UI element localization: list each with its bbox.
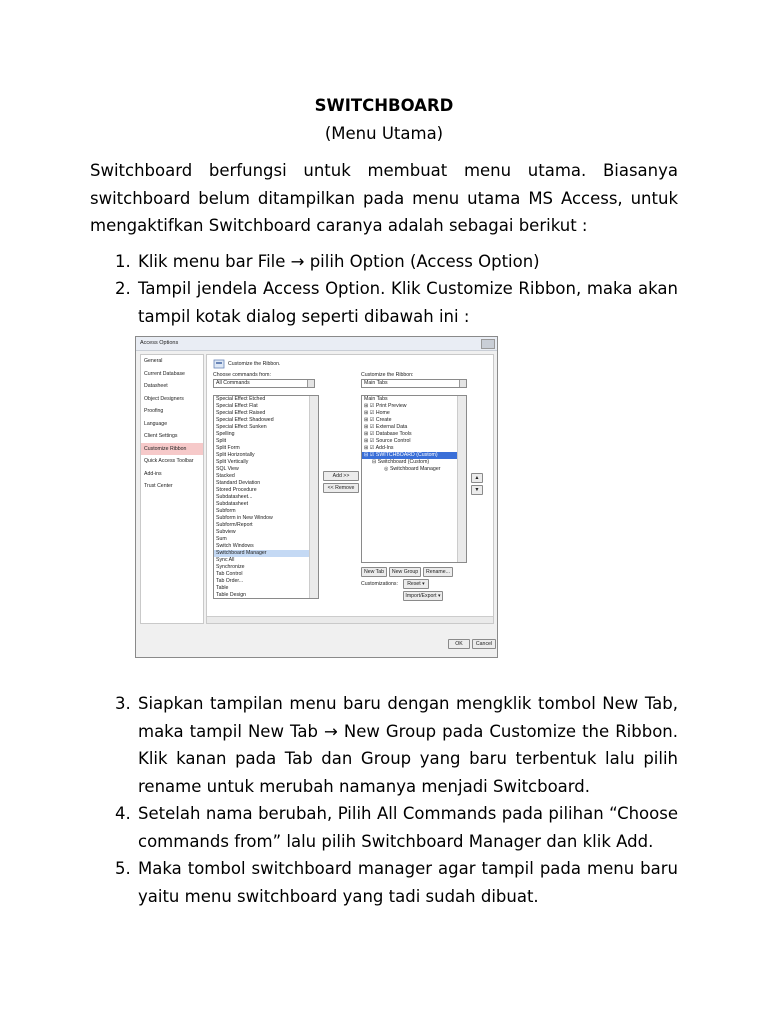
nav-item[interactable]: Add-ins — [144, 470, 162, 477]
nav-item[interactable]: Object Designers — [144, 395, 184, 402]
nav-item[interactable]: Current Database — [144, 370, 185, 377]
steps-list — [90, 248, 678, 331]
list-item: 3. Siapkan tampilan menu baru dengan mengklik tombol New Tab, maka tampil New Tab → New Group pada Customize the Ribbon. Klik kanan pada Tab dan Group yang baru terbentuk lalu pilih rename untuk merubah namanya menjadi Switcboard. — [136, 690, 678, 800]
new-tab-button[interactable]: New Tab — [361, 567, 387, 577]
tree-item[interactable]: ⊞ ☑ External Data — [364, 424, 408, 430]
list-item[interactable]: Table Design — [216, 592, 246, 598]
list-item-switchboard-manager[interactable]: Switchboard Manager — [214, 550, 318, 557]
panel-horizontal-scrollbar[interactable] — [207, 616, 493, 623]
list-item[interactable]: Special Effect Raised — [216, 410, 266, 416]
dialog-title: Access Options — [140, 340, 179, 346]
tree-item-label: Add-Ins — [375, 445, 394, 451]
list-item[interactable]: Switch Windows — [216, 543, 254, 549]
list-item[interactable]: Subview — [216, 529, 236, 535]
tree-item-label: Home — [375, 410, 390, 416]
tree-item-label: Database Tools — [375, 431, 412, 437]
page-subtitle: (Menu Utama) — [324, 123, 444, 143]
close-icon[interactable] — [481, 339, 495, 349]
tree-item-group[interactable]: ⊟ Switchboard (Custom) — [372, 459, 430, 465]
tree-item-command[interactable]: ◎ Switchboard Manager — [384, 466, 441, 472]
move-down-button[interactable]: ▼ — [471, 485, 483, 495]
nav-item[interactable]: Proofing — [144, 408, 164, 414]
list-item[interactable]: Tab Order... — [216, 578, 244, 584]
nav-item[interactable]: Language — [144, 420, 168, 427]
commands-list[interactable] — [213, 395, 319, 599]
list-item: 5. Maka tombol switchboard manager agar tampil pada menu baru yaitu menu switchboard yang tadi sudah dibuat. — [136, 855, 678, 910]
customizations-label: Customizations: — [361, 581, 398, 587]
ribbon-tabs-tree[interactable] — [361, 395, 467, 563]
document — [90, 92, 678, 910]
list-item[interactable]: Stored Procedure — [216, 487, 257, 493]
tree-header: Main Tabs — [364, 396, 388, 402]
move-up-button[interactable]: ▲ — [471, 473, 483, 483]
list-item[interactable]: Table — [216, 585, 229, 591]
tree-item-label: Switchboard (Custom) — [377, 459, 430, 465]
list-item[interactable]: Synchronize — [216, 564, 245, 570]
list-item[interactable]: Subform/Report — [216, 522, 253, 528]
tree-item[interactable]: ⊞ ☑ Create — [364, 417, 392, 423]
reset-button[interactable]: Reset ▾ — [403, 579, 429, 589]
list-item[interactable]: Special Effect Shadowed — [216, 417, 274, 423]
list-item[interactable]: Standard Deviation — [216, 480, 261, 486]
tree-scrollbar[interactable] — [457, 396, 466, 562]
choose-commands-select[interactable]: All Commands — [213, 379, 315, 388]
nav-item-customize-ribbon[interactable]: Customize Ribbon — [141, 443, 203, 456]
ok-button[interactable]: OK — [448, 639, 470, 649]
list-item[interactable]: Sync All — [216, 557, 235, 563]
new-group-button[interactable]: New Group — [389, 567, 421, 577]
nav-item[interactable]: General — [144, 358, 163, 364]
add-button[interactable]: Add >> — [323, 471, 359, 481]
choose-label: Choose commands from: — [213, 372, 271, 378]
commands-scrollbar[interactable] — [309, 396, 318, 598]
list-item[interactable]: Special Effect Flat — [216, 403, 258, 409]
list-item: 1. Klik menu bar File → pilih Option (Access Option) — [136, 248, 678, 276]
list-item: 4. Setelah nama berubah, Pilih All Commands pada pilihan “Choose commands from” lalu pilih Switchboard Manager dan klik Add. — [136, 800, 678, 855]
import-export-button[interactable]: Import/Export ▾ — [403, 591, 443, 601]
rename-button[interactable]: Rename... — [423, 567, 453, 577]
list-item[interactable]: Split Form — [216, 445, 240, 451]
list-item[interactable]: Sum — [216, 536, 227, 542]
list-item[interactable]: Split Vertically — [216, 459, 249, 465]
dialog-footer — [136, 633, 497, 653]
options-nav — [140, 354, 204, 624]
list-item[interactable]: Subform in New Window — [216, 515, 273, 521]
customize-ribbon-panel — [206, 354, 494, 624]
nav-item[interactable]: Client Settings — [144, 433, 178, 439]
ribbon-tabs-select[interactable]: Main Tabs — [361, 379, 467, 388]
tree-item[interactable]: ⊞ ☑ Print Preview — [364, 403, 407, 409]
screenshot-container — [90, 336, 678, 676]
nav-item[interactable]: Quick Access Toolbar — [144, 458, 194, 464]
remove-button[interactable]: << Remove — [323, 483, 359, 493]
tree-item[interactable]: ⊞ ☑ Home — [364, 410, 390, 416]
nav-item[interactable]: Datasheet — [144, 383, 168, 389]
nav-item[interactable]: Trust Center — [144, 483, 173, 489]
list-item[interactable]: Subdatasheet... — [216, 494, 253, 500]
tree-item-label: External Data — [375, 424, 408, 430]
tree-item[interactable]: ⊞ ☑ Add-Ins — [364, 445, 394, 451]
tree-item-label: Switchboard Manager — [389, 466, 441, 472]
list-item[interactable]: Subdatasheet — [216, 501, 249, 507]
tree-item-label: Source Control — [375, 438, 411, 444]
list-item[interactable]: SQL View — [216, 466, 239, 472]
access-options-dialog — [135, 336, 498, 658]
tree-item-label: SWITCHBOARD (Custom) — [375, 452, 438, 458]
list-item[interactable]: Subform — [216, 508, 236, 514]
tree-item-label: Create — [375, 417, 392, 423]
list-item[interactable]: Tab Control — [216, 571, 243, 577]
tree-item[interactable]: ⊞ ☑ Database Tools — [364, 431, 412, 437]
tree-item-label: Print Preview — [375, 403, 407, 409]
cancel-button[interactable]: Cancel — [472, 639, 496, 649]
panel-heading: Customize the Ribbon. — [228, 361, 281, 367]
list-item[interactable]: Split Horizontally — [216, 452, 255, 458]
list-item[interactable]: Special Effect Etched — [216, 396, 266, 402]
list-item[interactable]: Spelling — [216, 431, 235, 437]
dialog-titlebar — [136, 337, 497, 351]
steps-list-continued — [90, 690, 678, 910]
list-item[interactable]: Split — [216, 438, 227, 444]
list-item: 2. Tampil jendela Access Option. Klik Customize Ribbon, maka akan tampil kotak dialog seperti dibawah ini : — [136, 275, 678, 330]
ribbon-label: Customize the Ribbon: — [361, 372, 414, 378]
page-title: SWITCHBOARD — [314, 96, 454, 115]
intro-paragraph: Switchboard berfungsi untuk membuat menu utama. Biasanya switchboard belum ditampilkan pada menu utama MS Access, untuk mengaktifkan Switchboard caranya adalah sebagai berikut : — [90, 161, 678, 235]
list-item[interactable]: Stacked — [216, 473, 235, 479]
list-item[interactable]: Special Effect Sunken — [216, 424, 267, 430]
ribbon-icon — [213, 359, 225, 369]
tree-item-switchboard-tab[interactable]: ⊟ ☑ SWITCHBOARD (Custom) — [362, 452, 466, 459]
tree-item[interactable]: ⊞ ☑ Source Control — [364, 438, 411, 444]
